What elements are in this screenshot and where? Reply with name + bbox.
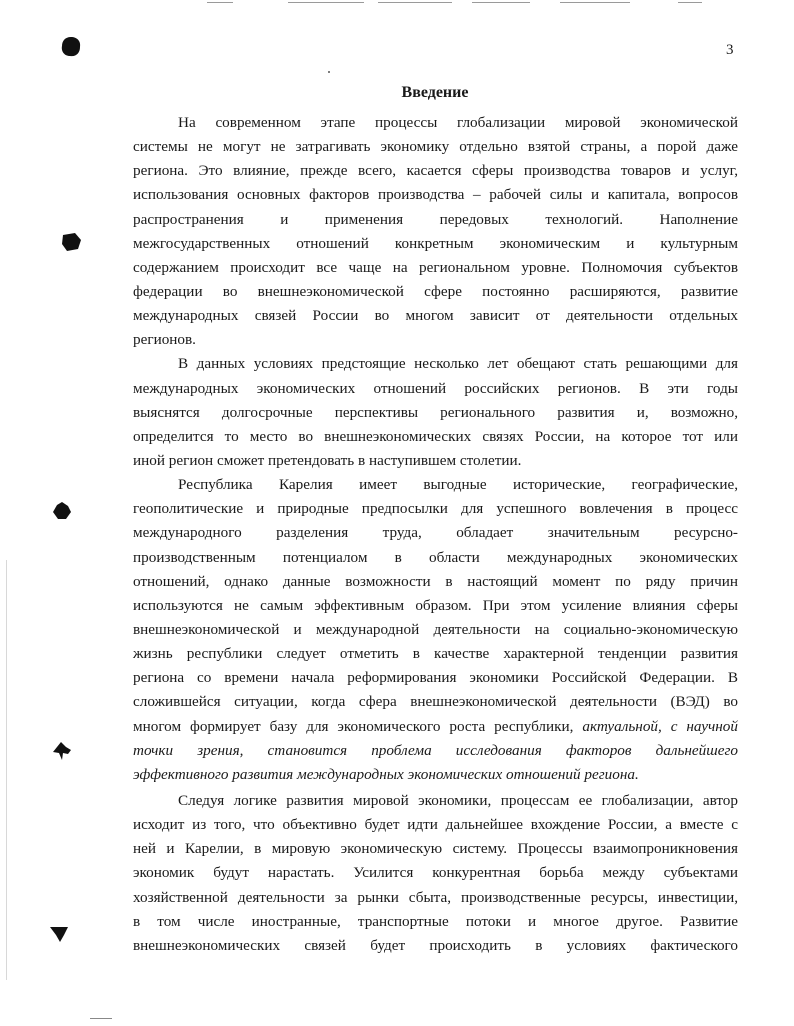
italic-line: точки зрения, становится проблема исследования факторов дальнейшего bbox=[133, 741, 738, 759]
text-segment: многом формирует базу для экономического роста республики, bbox=[133, 717, 583, 735]
text-line: региона. Это влияние, прежде всего, касается сферы производства товаров и услуг, bbox=[133, 162, 738, 180]
punch-hole-icon bbox=[51, 500, 73, 522]
body-text bbox=[133, 111, 738, 958]
scan-artifact-line bbox=[472, 2, 530, 3]
text-line: отношений, однако данные возможности в настоящий момент по ряду причин bbox=[133, 572, 738, 590]
text-line: использования основных факторов производства – рабочей силы и капитала, вопросов bbox=[133, 186, 738, 204]
text-line: На современном этапе процессы глобализации мировой экономической bbox=[178, 114, 738, 131]
scan-artifact-line bbox=[207, 2, 233, 3]
page-title: Введение bbox=[401, 84, 469, 101]
text-line: в том числе иностранные, транспортные потоки и многое другое. Развитие bbox=[133, 912, 738, 930]
text-line: В данных условиях предстоящие несколько лет обещают стать решающими для bbox=[178, 355, 738, 373]
scan-artifact-line bbox=[378, 2, 452, 3]
text-line: экономик будут нарастать. Усилится конкурентная борьба между субъектами bbox=[133, 864, 738, 882]
text-line: региона со времени начала реформирования экономики Российской Федерации. В bbox=[133, 669, 738, 687]
text-line: ней и Карелии, в мировую экономическую систему. Процессы взаимопроникновения bbox=[133, 840, 738, 858]
text-line: геополитические и природные предпосылки для успешного вовлечения в процесс bbox=[133, 500, 738, 518]
scan-artifact-line bbox=[678, 2, 702, 3]
text-line: выяснятся долгосрочные перспективы регионального развития и, возможно, bbox=[133, 403, 738, 421]
text-line: Следуя логике развития мировой экономики, процессам ее глобализации, автор bbox=[178, 791, 738, 809]
text-line: международного разделения труда, обладает значительным ресурсно- bbox=[133, 524, 738, 542]
scan-artifact-line bbox=[288, 2, 364, 3]
text-line: используются не самым эффективным образом. При этом усиление влияния сферы bbox=[133, 596, 738, 614]
text-line: системы не могут не затрагивать экономику отдельно взятой страны, а порой даже bbox=[133, 138, 738, 156]
text-line: хозяйственной деятельности за рынки сбыта, производственные ресурсы, инвестиции, bbox=[133, 888, 738, 906]
italic-segment: актуальной, с научной bbox=[582, 717, 738, 735]
text-line: международных экономических отношений российских регионов. В эти годы bbox=[133, 379, 738, 397]
punch-hole-icon bbox=[51, 740, 73, 762]
text-line: иной регион сможет претендовать в наступившем столетии. bbox=[133, 451, 522, 469]
text-line-mixed bbox=[133, 715, 738, 739]
scan-artifact-line bbox=[90, 1018, 112, 1019]
scan-speck bbox=[328, 71, 330, 73]
page-number: 3 bbox=[726, 42, 734, 58]
text-line: сложившейся ситуации, когда сфера внешнеэкономической деятельности (ВЭД) во bbox=[133, 693, 738, 711]
scan-edge-line bbox=[6, 560, 7, 980]
text-line: определится то место во внешнеэкономических связях России, на которое тот или bbox=[133, 427, 738, 445]
text-line: производственным потенциалом в области международных экономических bbox=[133, 548, 738, 566]
text-line: регионов. bbox=[133, 331, 196, 349]
text-line: исходит из того, что объективно будет идти дальнейшее вхождение России, а вместе с bbox=[133, 816, 738, 834]
text-line: межгосударственных отношений конкретным экономическим и культурным bbox=[133, 234, 738, 252]
text-line: федерации во внешнеэкономической сфере постоянно расширяются, развитие bbox=[133, 282, 738, 300]
text-line: Республика Карелия имеет выгодные исторические, географические, bbox=[178, 476, 738, 494]
text-line: содержанием происходит все чаще на региональном уровне. Полномочия субъектов bbox=[133, 258, 738, 276]
text-line: жизнь республики следует отметить в качестве характерной тенденции развития bbox=[133, 645, 738, 663]
punch-hole-icon bbox=[59, 35, 83, 59]
text-line: распространения и применения передовых технологий. Наполнение bbox=[133, 210, 738, 228]
text-line: внешнеэкономических связей будет происходить в условиях фактического bbox=[133, 936, 738, 954]
italic-line: эффективного развития международных экономических отношений региона. bbox=[133, 765, 639, 783]
punch-hole-icon bbox=[59, 231, 83, 253]
punch-hole-icon bbox=[48, 924, 70, 944]
text-line: международных связей России во многом зависит от деятельности отдельных bbox=[133, 307, 738, 325]
scan-artifact-line bbox=[560, 2, 630, 3]
text-line: внешнеэкономической и международной деятельности на социально-экономическую bbox=[133, 620, 738, 638]
